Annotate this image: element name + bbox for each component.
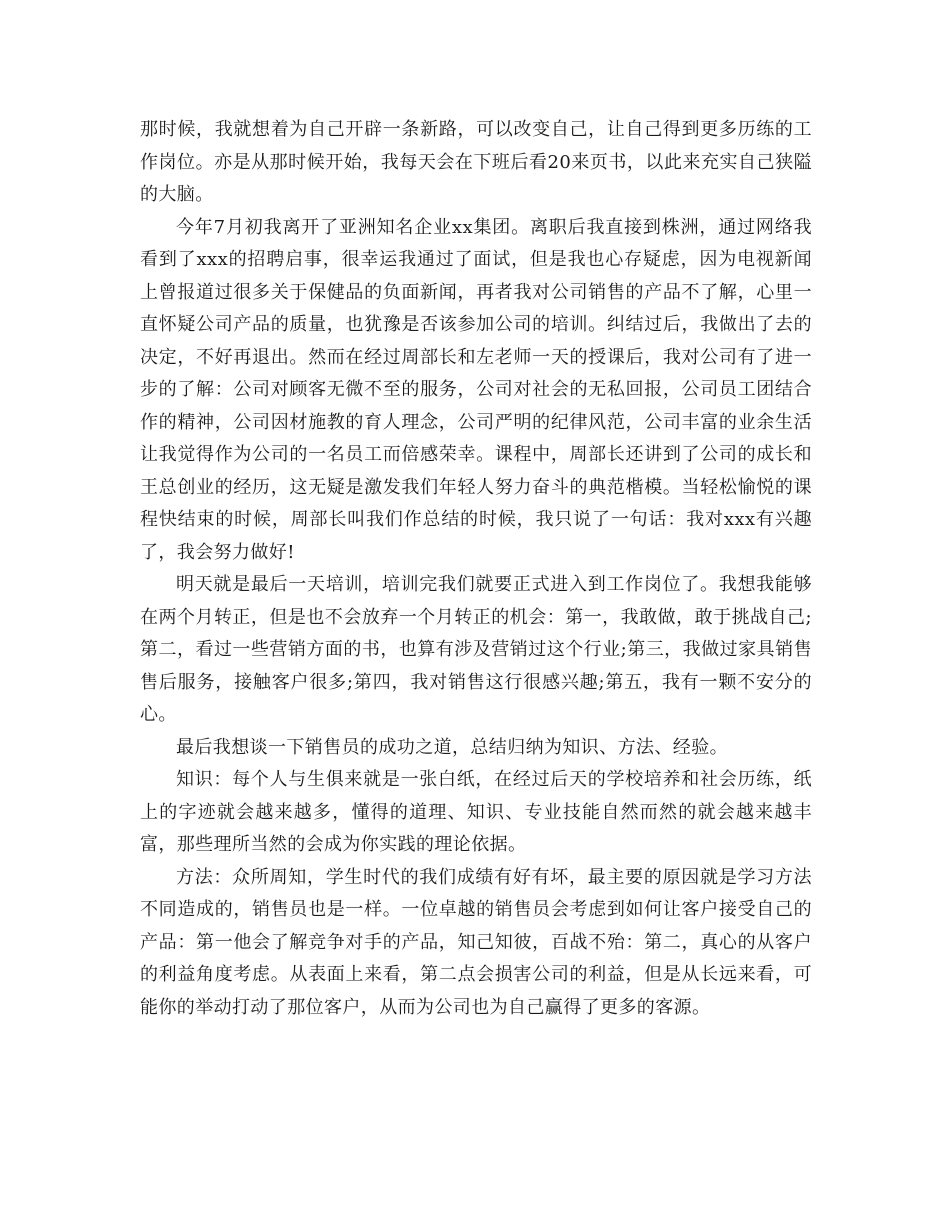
paragraph-6: 方法：众所周知，学生时代的我们成绩有好有坏，最主要的原因就是学习方法不同造成的，销售员也是一样。一位卓越的销售员会考虑到如何让客户接受自己的产品：第一他会了解竞争对手的产品，知己知彼，百战不殆：第二，真心的从客户的利益角度考虑。从表面上来看，第二点会损害公司的利益，但是从长远来看，可能你的举动打动了那位客户，从而为公司也为自己赢得了更多的客源。 — [140, 866, 812, 1018]
paragraph-1: 那时候，我就想着为自己开辟一条新路，可以改变自己，让自己得到更多历练的工作岗位。亦是从那时候开始，我每天会在下班后看20来页书，以此来充实自己狭隘的大脑。 — [140, 119, 812, 205]
document-body — [140, 114, 812, 1024]
paragraph-2: 今年7月初我离开了亚洲知名企业xx集团。离职后我直接到株洲，通过网络我看到了xxx的招聘启事，很幸运我通过了面试，但是我也心存疑虑，因为电视新闻上曾报道过很多关于保健品的负面新闻，再者我对公司销售的产品不了解，心里一直怀疑公司产品的质量，也犹豫是否该参加公司的培训。纠结过后，我做出了去的决定，不好再退出。然而在经过周部长和左老师一天的授课后，我对公司有了进一步的了解：公司对顾客无微不至的服务，公司对社会的无私回报，公司员工团结合作的精神，公司因材施教的育人理念，公司严明的纪律风范，公司丰富的业余生活让我觉得作为公司的一名员工而倍感荣幸。课程中，周部长还讲到了公司的成长和王总创业的经历，这无疑是激发我们年轻人努力奋斗的典范楷模。当轻松愉悦的课程快结束的时候，周部长叫我们作总结的时候，我只说了一句话：我对xxx有兴趣了，我会努力做好! — [140, 216, 812, 563]
paragraph-4: 最后我想谈一下销售员的成功之道，总结归纳为知识、方法、经验。 — [176, 736, 728, 758]
paragraph-3: 明天就是最后一天培训，培训完我们就要正式进入到工作岗位了。我想我能够在两个月转正，但是也不会放弃一个月转正的机会：第一，我敢做，敢于挑战自己;第二，看过一些营销方面的书，也算有涉及营销过这个行业;第三，我做过家具销售售后服务，接触客户很多;第四，我对销售这行很感兴趣;第五，我有一颗不安分的心。 — [140, 574, 812, 725]
paragraph-5: 知识：每个人与生俱来就是一张白纸，在经过后天的学校培养和社会历练，纸上的字迹就会越来越多，懂得的道理、知识、专业技能自然而然的就会越来越丰富，那些理所当然的会成为你实践的理论依据。 — [140, 769, 812, 855]
